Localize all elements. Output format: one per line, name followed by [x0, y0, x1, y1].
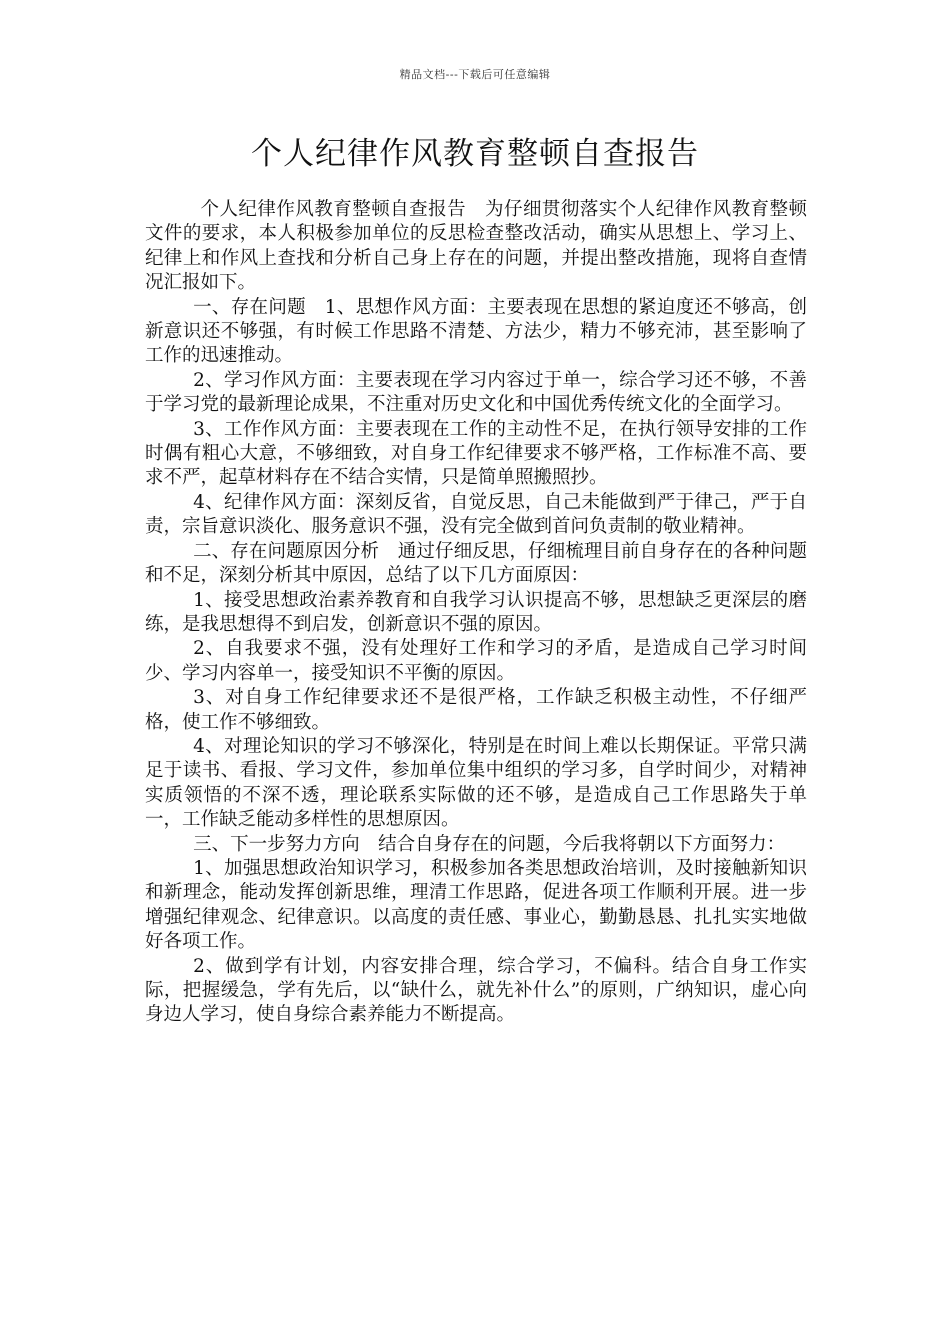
paragraph-cause-2: 2、自我要求不强，没有处理好工作和学习的矛盾，是造成自己学习时间少、学习内容单一，接受知识不平衡的原因。: [145, 638, 807, 684]
paragraph-cause-1: 1、接受思想政治素养教育和自我学习认识提高不够，思想缺乏更深层的磨练，是我思想得不到启发，创新意识不强的原因。: [145, 589, 807, 635]
paragraph-direction-intro: 三、下一步努力方向 结合自身存在的问题，今后我将朝以下方面努力：: [193, 833, 786, 855]
document-body: [145, 198, 807, 1028]
document-title: 个人纪律作风教育整顿自查报告: [251, 136, 699, 172]
paragraph-problems-discipline: 4、纪律作风方面：深刻反省，自觉反思，自己未能做到严于律己，严于自责，宗旨意识淡化、服务意识不强，没有完全做到首问负责制的敬业精神。: [145, 491, 807, 538]
paragraph-problems-thinking: 一、存在问题 1、思想作风方面：主要表现在思想的紧迫度还不够高，创新意识还不够强，有时候工作思路不清楚、方法少，精力不够充沛，甚至影响了工作的迅速推动。: [145, 296, 807, 367]
paragraph-intro: 个人纪律作风教育整顿自查报告 为仔细贯彻落实个人纪律作风教育整顿文件的要求，本人积极参加单位的反思检查整改活动，确实从思想上、学习上、纪律上和作风上查找和分析自己身上存在的问题，并提出整改措施，现将自查情况汇报如下。: [145, 199, 807, 294]
paragraph-problems-study: 2、学习作风方面：主要表现在学习内容过于单一，综合学习还不够，不善于学习党的最新理论成果，不注重对历史文化和中国优秀传统文化的全面学习。: [145, 369, 807, 416]
page-header: 精品文档---下载后可任意编辑: [399, 68, 551, 81]
paragraph-causes-intro: 二、存在问题原因分析 通过仔细反思，仔细梳理目前自身存在的各种问题和不足，深刻分析其中原因，总结了以下几方面原因：: [145, 540, 807, 587]
paragraph-direction-2: 2、做到学有计划，内容安排合理，综合学习，不偏科。结合自身工作实际，把握缓急，学有先后，以“缺什么，就先补什么”的原则，广纳知识，虚心向身边人学习，使自身综合素养能力不断提高。: [145, 955, 807, 1026]
paragraph-cause-3: 3、对自身工作纪律要求还不是很严格，工作缺乏积极主动性，不仔细严格，使工作不够细致。: [145, 687, 807, 733]
paragraph-problems-work: 3、工作作风方面：主要表现在工作的主动性不足，在执行领导安排的工作时偶有粗心大意，不够细致，对自身工作纪律要求不够严格，工作标准不高、要求不严，起草材料存在不结合实情，只是简单照搬照抄。: [145, 418, 807, 489]
paragraph-direction-1: 1、加强思想政治知识学习，积极参加各类思想政治培训，及时接触新知识和新理念，能动发挥创新思维，理清工作思路，促进各项工作顺利开展。进一步增强纪律观念、纪律意识。以高度的责任感、事业心，勤勤恳恳、扎扎实实地做好各项工作。: [145, 857, 807, 953]
paragraph-cause-4: 4、对理论知识的学习不够深化，特别是在时间上难以长期保证。平常只满足于读书、看报、学习文件，参加单位集中组织的学习多，自学时间少，对精神实质领悟的不深不透，理论联系实际做的还不够，是造成自己工作思路失于单一，工作缺乏能动多样性的思想原因。: [145, 735, 807, 831]
